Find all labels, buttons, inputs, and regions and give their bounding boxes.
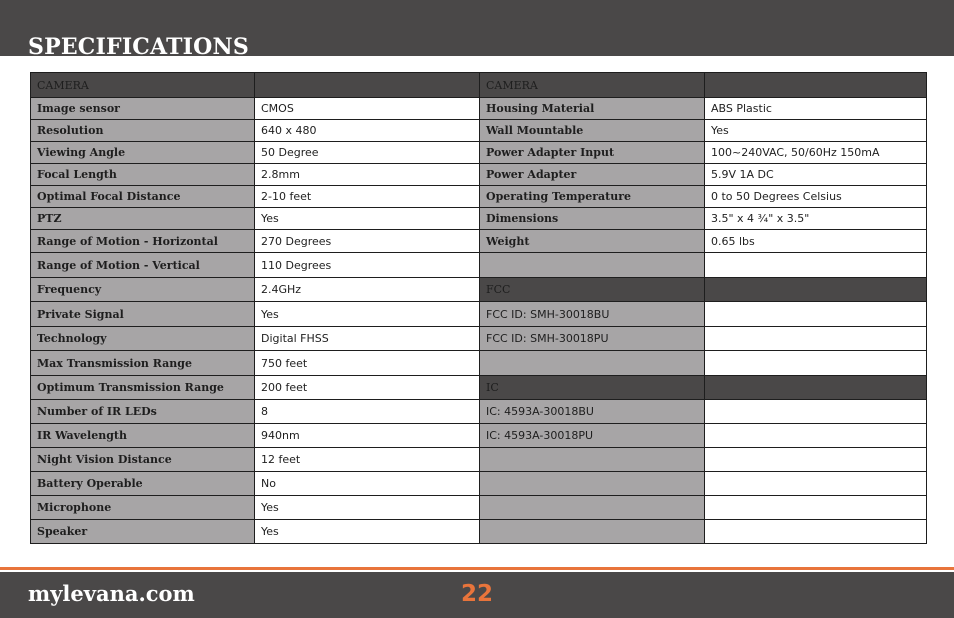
empty-cell [705, 351, 927, 376]
spec-value: 110 Degrees [255, 253, 480, 278]
spec-label: Night Vision Distance [31, 448, 255, 472]
section-header-blank [705, 376, 927, 400]
spec-label: Speaker [31, 520, 255, 544]
table-row [31, 230, 927, 253]
specifications-table-body [31, 73, 927, 544]
table-row [31, 142, 927, 164]
spec-label: Power Adapter [480, 164, 705, 186]
spec-label: Private Signal [31, 302, 255, 327]
spec-value: Yes [255, 496, 480, 520]
spec-value: Yes [255, 520, 480, 544]
table-row [31, 520, 927, 544]
table-row [31, 351, 927, 376]
spec-value: 12 feet [255, 448, 480, 472]
spec-label: Optimal Focal Distance [31, 186, 255, 208]
spec-value: ABS Plastic [705, 98, 927, 120]
spec-value: 100~240VAC, 50/60Hz 150mA [705, 142, 927, 164]
left-section-header: CAMERA [31, 73, 255, 98]
spec-value: Yes [255, 208, 480, 230]
table-row [31, 472, 927, 496]
spec-value: 5.9V 1A DC [705, 164, 927, 186]
spec-value: 2.8mm [255, 164, 480, 186]
spec-label: IR Wavelength [31, 424, 255, 448]
empty-cell [705, 400, 927, 424]
table-header-row [31, 73, 927, 98]
spec-label: Battery Operable [31, 472, 255, 496]
spec-label: Range of Motion - Horizontal [31, 230, 255, 253]
spec-label: Wall Mountable [480, 120, 705, 142]
table-row [31, 253, 927, 278]
spec-label: Power Adapter Input [480, 142, 705, 164]
spec-value: 750 feet [255, 351, 480, 376]
empty-cell [705, 472, 927, 496]
section-header: IC [480, 376, 705, 400]
spec-value: Yes [255, 302, 480, 327]
spec-value: 2-10 feet [255, 186, 480, 208]
table-row [31, 302, 927, 327]
empty-cell [705, 520, 927, 544]
table-row [31, 120, 927, 142]
specifications-table [30, 72, 927, 544]
empty-cell [480, 496, 705, 520]
spec-label: Operating Temperature [480, 186, 705, 208]
page-title: SPECIFICATIONS [28, 34, 249, 60]
table-row [31, 376, 927, 400]
section-header: FCC [480, 278, 705, 302]
spec-value: 200 feet [255, 376, 480, 400]
table-row [31, 448, 927, 472]
table-row [31, 98, 927, 120]
spec-label: Resolution [31, 120, 255, 142]
spec-value: 940nm [255, 424, 480, 448]
page-number: 22 [460, 581, 493, 607]
empty-cell [705, 253, 927, 278]
table-row [31, 164, 927, 186]
certification-id: IC: 4593A-30018BU [480, 400, 705, 424]
left-section-header-blank [255, 73, 480, 98]
site-name: mylevana.com [28, 581, 195, 606]
table-row [31, 278, 927, 302]
table-row [31, 424, 927, 448]
spec-label: Viewing Angle [31, 142, 255, 164]
spec-label: Number of IR LEDs [31, 400, 255, 424]
right-section-header: CAMERA [480, 73, 705, 98]
spec-value: 2.4GHz [255, 278, 480, 302]
certification-id: IC: 4593A-30018PU [480, 424, 705, 448]
spec-label: Technology [31, 327, 255, 351]
spec-label: Focal Length [31, 164, 255, 186]
empty-cell [480, 253, 705, 278]
empty-cell [480, 520, 705, 544]
spec-label: PTZ [31, 208, 255, 230]
spec-value: 270 Degrees [255, 230, 480, 253]
spec-value: 3.5" x 4 ¾" x 3.5" [705, 208, 927, 230]
table-row [31, 400, 927, 424]
footer-accent-line [0, 567, 954, 570]
certification-id: FCC ID: SMH-30018PU [480, 327, 705, 351]
table-row [31, 186, 927, 208]
spec-label: Microphone [31, 496, 255, 520]
spec-label: Dimensions [480, 208, 705, 230]
certification-id: FCC ID: SMH-30018BU [480, 302, 705, 327]
spec-value: 0 to 50 Degrees Celsius [705, 186, 927, 208]
empty-cell [705, 424, 927, 448]
table-row [31, 496, 927, 520]
spec-label: Weight [480, 230, 705, 253]
spec-label: Frequency [31, 278, 255, 302]
empty-cell [480, 351, 705, 376]
spec-value: 50 Degree [255, 142, 480, 164]
empty-cell [705, 327, 927, 351]
empty-cell [705, 302, 927, 327]
spec-value: 0.65 lbs [705, 230, 927, 253]
spec-label: Image sensor [31, 98, 255, 120]
table-row [31, 208, 927, 230]
empty-cell [480, 472, 705, 496]
spec-value: Yes [705, 120, 927, 142]
spec-value: 8 [255, 400, 480, 424]
empty-cell [480, 448, 705, 472]
spec-value: CMOS [255, 98, 480, 120]
spec-label: Housing Material [480, 98, 705, 120]
spec-label: Optimum Transmission Range [31, 376, 255, 400]
table-row [31, 327, 927, 351]
spec-value: Digital FHSS [255, 327, 480, 351]
spec-label: Range of Motion - Vertical [31, 253, 255, 278]
section-header-blank [705, 278, 927, 302]
spec-value: 640 x 480 [255, 120, 480, 142]
empty-cell [705, 448, 927, 472]
right-section-header-blank [705, 73, 927, 98]
spec-label: Max Transmission Range [31, 351, 255, 376]
spec-value: No [255, 472, 480, 496]
empty-cell [705, 496, 927, 520]
